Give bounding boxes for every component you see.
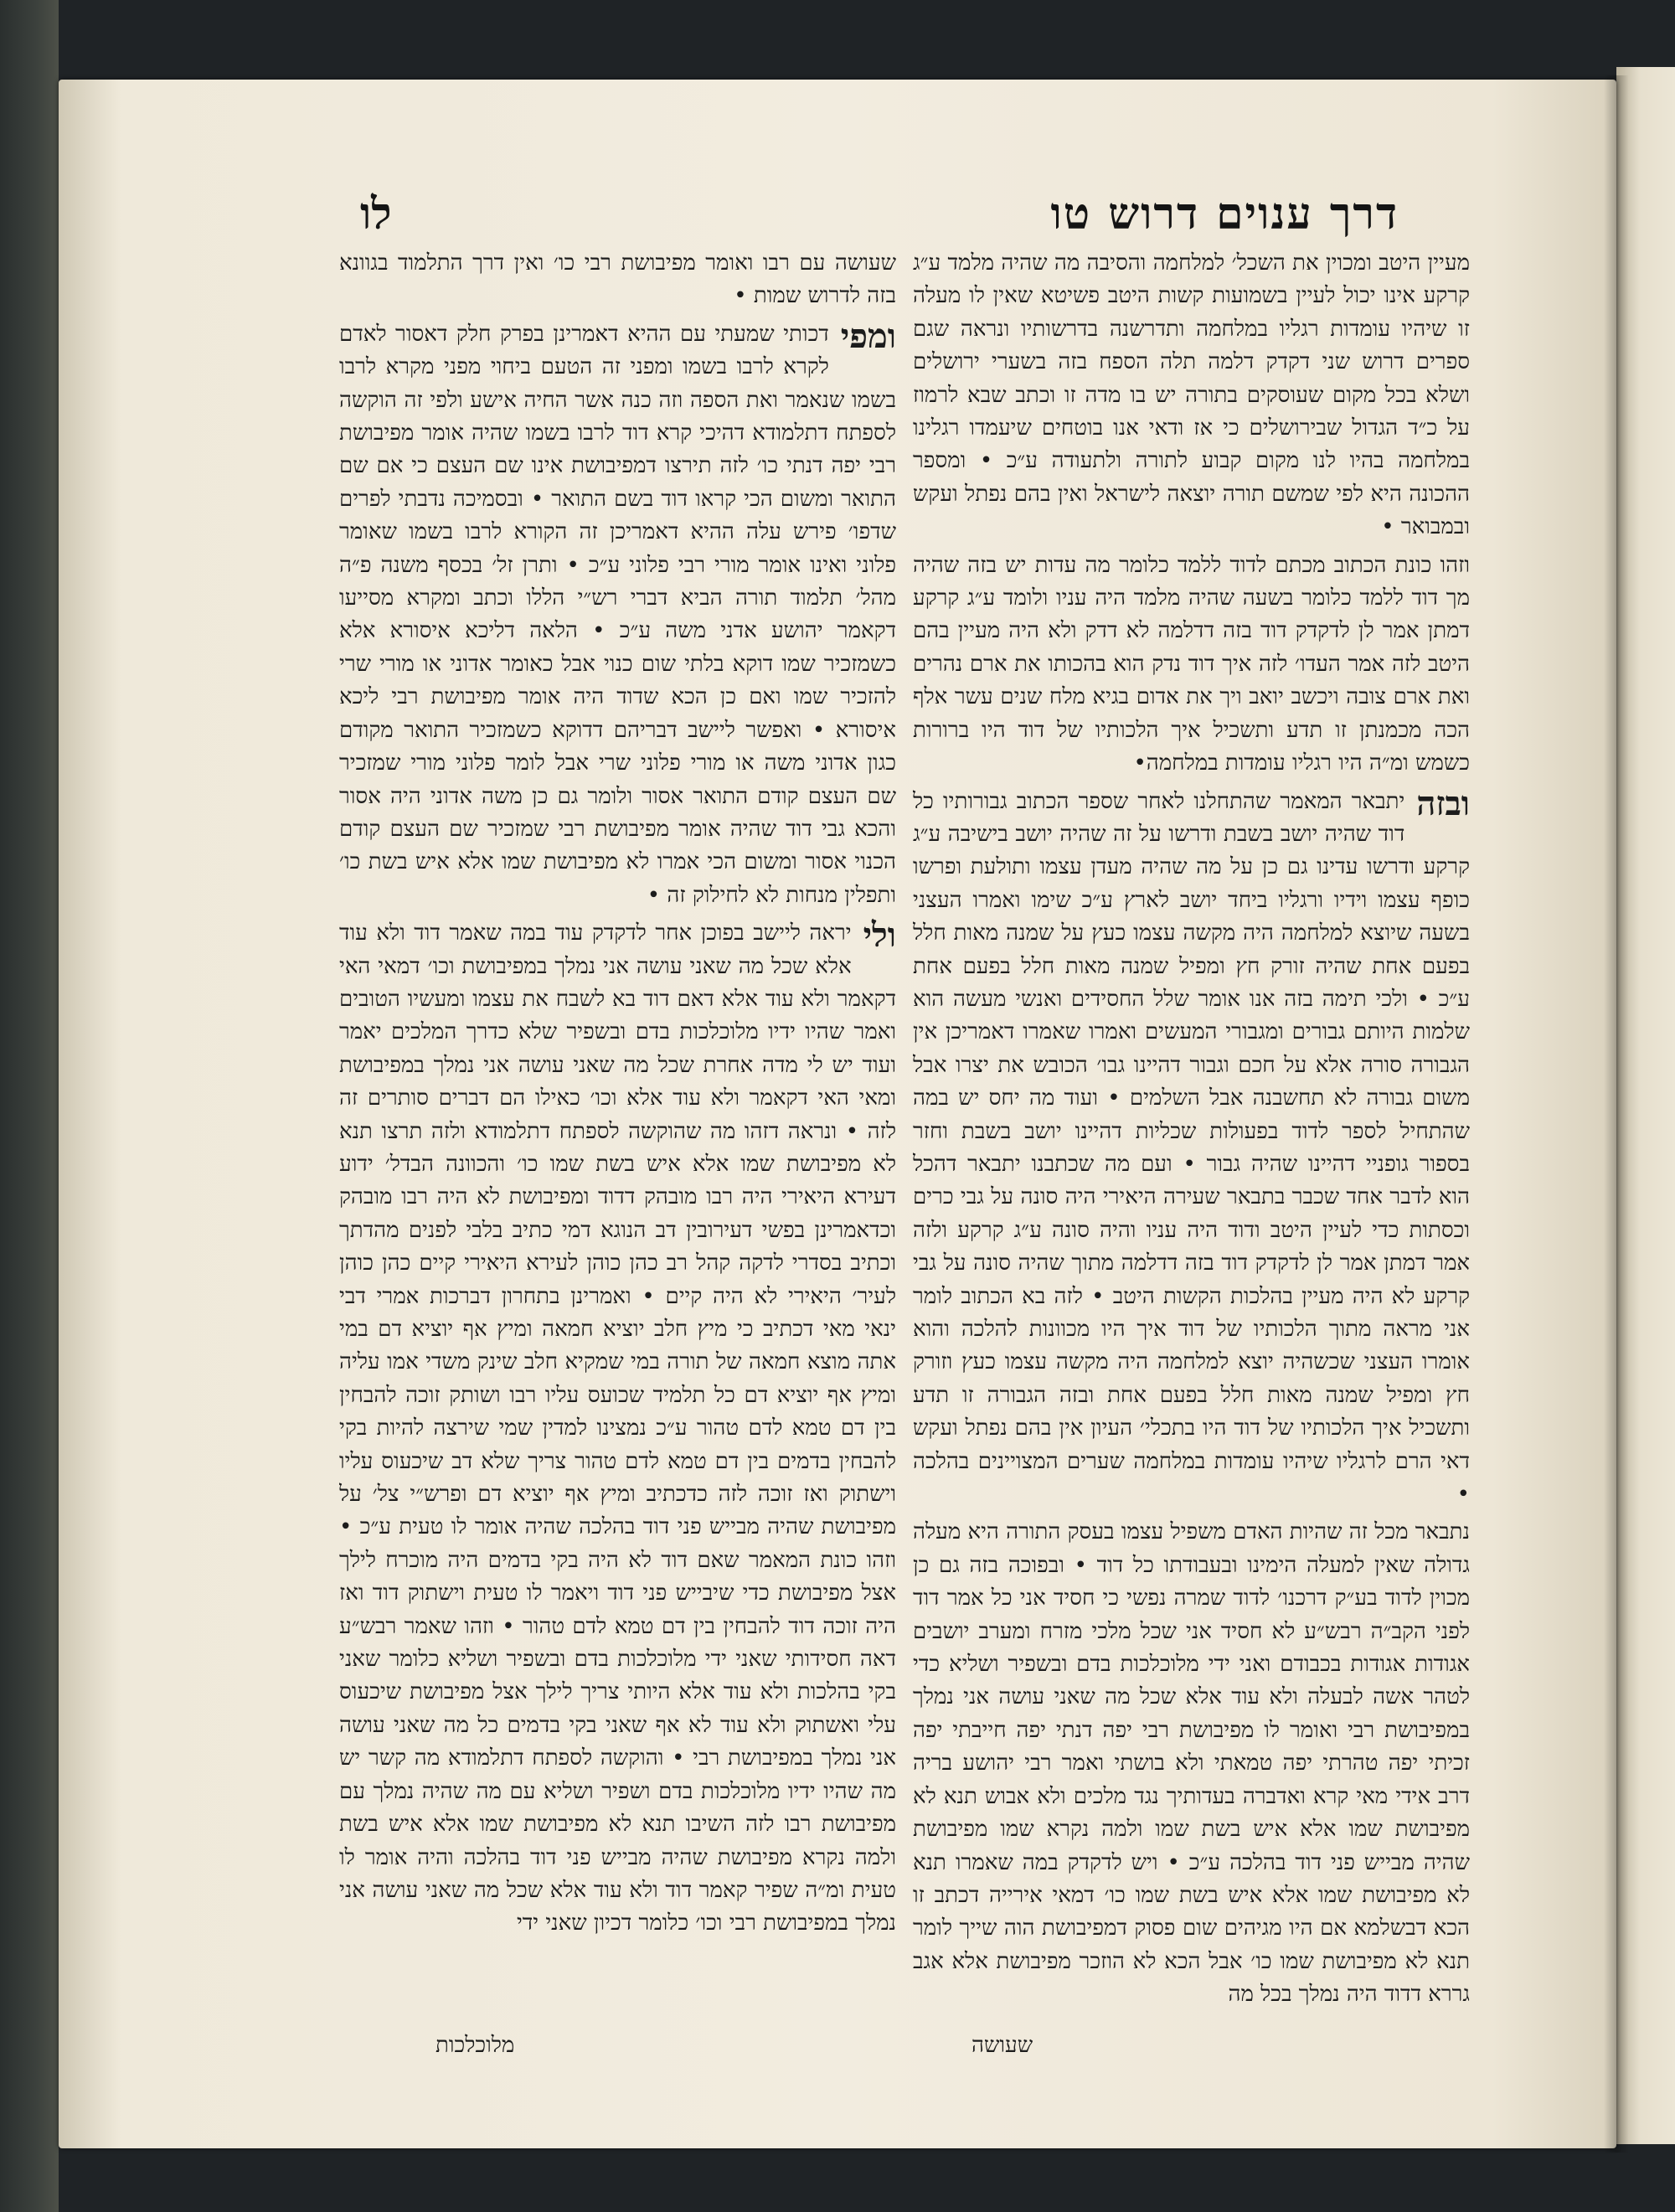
paragraph (913, 783, 1470, 1512)
paragraph: שעושה עם רבו ואומר מפיבושת רבי כו׳ ואין דרך התלמוד בגוונא בזה לדרוש שמות • (339, 250, 896, 309)
lead-word: ומפי (840, 316, 896, 356)
lead-word: ובזה (1416, 783, 1470, 823)
page-title: דרך ענוים דרוש טו (1050, 188, 1399, 240)
paragraph (339, 917, 896, 1941)
page-number: לו (360, 188, 392, 240)
catchword-right: שעושה (972, 2033, 1033, 2058)
lead-word: ולי (863, 915, 896, 956)
paragraph-text: וזהו כונת הכתוב מכתם לדוד ללמד כלומר מה עדות יש בזה שהיה מך דוד ללמד כלומר בשעה שהיה מלמד היה עניו ולומד ע״ג קרקע דמתן אמר לן לדקדק דוד בזה דדלמה לא דדק ולא היה מעיין בהם היטב לזה אמר העדו׳ לזה איך דוד נדק הוא בהכותו את ארם נהרים ואת ארם צובה ויכשב יואב ויך את אדום בגיא מלח שנים עשר אלף הכה מכמנתן זו תדע ותשכיל איך הלכותיו של דוד היו ברורות כשמש ומ״ה היו רגליו עומדות במלחמה• (913, 552, 1470, 776)
page-gutter (1604, 75, 1629, 2153)
catchword-left: מלוכלכות (436, 2033, 515, 2058)
paragraph: נתבאר מכל זה שהיות האדם משפיל עצמו בעסק התורה היא מעלה גדולה שאין למעלה הימינו ובעבודתו כל דוד • ובפוכה בזה גם כן מכוין לדוד בע״ק דרכנו׳ לדוד שמרה נפשי כי חסיד אני כל אמר דוד לפני הקב״ה רבש״ע לא חסיד אני שכל מלכי מזרח ומערב יושבים אגודות אגודות בכבודם ואני ידי מלוכלכות בדם ובשפיר ושליא כדי לטהר אשה לבעלה ולא עוד אלא שכל מה שאני עושה אני נמלך במפיבושת רבי ואומר לו מפיבושת רבי יפה דנתי יפה חייבתי יפה זכיתי יפה טהרתי יפה טמאתי ולא בושתי ואמר רבי יהושע בריה דרב אידי מאי קרא ואדברה בעדותיך נגד מלכים ולא אבוש תנא לא מפיבושת שמו אלא איש בשת שמו ולמה נקרא שמו מפיבושת שהיה מבייש פני דוד בהלכה ע״כ • ויש לדקדק במה שאמרו תנא לא מפיבושת שמו אלא איש בשת שמו כו׳ דמאי אירייה דכתב זו הכא דבשלמא אם היו מגיהים שום פסוק דמפיבושת הוה שייך לומר תנא לא מפיבושת שמו כו׳ אבל הכא לא הוזכר מפיבושת אלא אגב גררא דדוד היה נמלך בכל מה (913, 1519, 1470, 2008)
book-spine (0, 0, 59, 2212)
paragraph (913, 549, 1470, 781)
paragraph-text: דכותי שמעתי עם ההיא דאמרינן בפרק חלק דאסור לאדם לקרא לרבו בשמו ומפני זה הטעם ביחוי מפני מקרא לרבו בשמו שנאמר ואת הספה וזה כנה אשר החיה אישע ולפי זה הוקשה לספתח דתלמודא דהיכי קרא דוד לרבו בשמו שהיה אומר מפיבושת רבי יפה דנתי כו׳ לזה תירצו דמפיבושת אינו שם העצם כי אם שם התואר ומשום הכי קראו דוד בשם התואר • ובסמיכה נדבתי לפרים שדפו׳ פירש עלה ההיא דאמריכן זה הקורא לרבו בשמו שאומר פלוני ואינו אומר מורי רבי פלוני ע״כ • ותרן זל׳ בכסף משנה פ״ה מהל׳ תלמוד תורה הביא דברי רש״י הללו וכתב ומקרא מסייעו דקאמר יהושע אדני משה ע״כ • הלאה דליכא איסורא אלא כשמזכיר שמו דוקא בלתי שום כנוי אבל כאומר אדוני או מורי שרי להזכיר שמו ואם כן הכא שדוד היה אומר מפיבושת רבי ליכא איסורא • ואפשר ליישב דבריהם דדוקא כשמזכיר התואר מקודם כגון אדוני משה או מורי פלוני שרי אבל לומר פלוני מורי שמזכיר שם העצם קודם התואר אסור ולומר גם כן משה אדוני היה אסור והכא גבי דוד שהיה אומר מפיבושת רבי שמזכיר שם העצם קודם הכנוי אסור ומשום הכי אמרו לא מפיבושת שמו אלא איש בשת כו׳ ותפלין מנחות לא לחילוק זה • (339, 321, 896, 908)
running-header (335, 188, 1466, 247)
right-column (913, 247, 1470, 2048)
left-column (339, 247, 896, 2048)
paragraph-text: יתבאר המאמר שהתחלנו לאחר שספר הכתוב גבורותיו כל דוד שהיה יושב בשבת ודרשו על זה שהיה יושב בישיבה ע״ג קרקע ודרשו עדינו גם כן על מה שהיה מעדן עצמו ותולעת ופרשו כופף עצמו וידיו ורגליו ביחד יושב לארץ ע״כ שימו ואמרו העצני בשעה שיוצא למלחמה היה מקשה עצמו כעץ על שמנה מאות חלל בפעם אחת שהיה זורק חץ ומפיל שמנה מאות חלל בפעם אחת ע״כ • ולכי תימה בזה אנו אומר שלל החסידים ואנשי מעשה הוא שלמות היותם גבורים ומגבורי המעשים ואמרו שאמרו דאמריכן אין הגבורה סורה אלא על חכם וגבור דהיינו גבו׳ הכובש את יצרו אבל משום גבורה לא תחשבנה אבל השלמים • ועוד מה יחס יש במה שהתחיל לספר לדוד בפעולות שכליות דהיינו יושב בשבת וחזר בספור גופניי דהיינו שהיה גבור • ועם מה שכתבנו יתבאר דהכל הוא לדבר אחד שכבר בתבאר שעירה היאירי היה סונה על גבי כרים וכסתות כדי לעיין היטב ודוד היה עניו והיה סונה ע״ג קרקע ולזה אמר דמתן אמר לן לדקדק דוד בזה דדלמה מתוך שהיה סונה על גבי קרקע לא היה מעיין בהלכות הקשות היטב • לזה בא הכתוב לומר אני מראה מתוך הלכותיו של דוד איך היו מכוונות להלכה והוא אומרו העצני שכשהיה יוצא למלחמה היה מקשה עצמו כעץ וזורק חץ ומפיל שמנה מאות חלל בפעם אחת ובזה הגבורה זו תדע ותשכיל איך הלכותיו של דוד היו בתכלי׳ העיון אין בהם נפתל ועקש דאי הרם לרגליו שיהיו עומדות במלחמה שערים המצויינים בהלכה • (913, 788, 1470, 1508)
paragraph: מעיין היטב ומכוין את השכל׳ למלחמה והסיבה מה שהיה מלמד ע״ג קרקע אינו יכול לעיין בשמועות קשות היטב פשיטא שאין לו מעלה זו שיהיו עומדות רגליו במלחמה ותדרשנה בדרשותיו ונראה שגם ספרים דרוש שני דקדק דלמה תלה הספח בזה בשערי ירושלים ושלא בכל מקום שעוסקים בתורה יש בו מדה זו וכתב שבא לרמוז על כ״ד הגדול שבירושלים כי אז ודאי אנו בוטחים שיעמדו רגלינו במלחמה בהיו לנו מקום קבוע לתורה ולתעודה ע״כ • ומספר ההכונה היא לפי שמשם תורה יוצאה לישראל ואין בהם נפתל ועקש ובמבואר • (913, 250, 1470, 540)
paragraph-text: יראה ליישב בפוכן אחר לדקדק עוד במה שאמר דוד ולא עוד אלא שכל מה שאני עושה אני נמלך במפיבושת וכו׳ דמאי האי דקאמר ולא עוד אלא דאם דוד בא לשבח את עצמו ומעשיו הטובים ואמר שהיו ידיו מלוכלכות בדם ובשפיר שלא כדרך המלכים יאמר ועוד יש לי מדה אחרת שכל מה שאני עושה אני נמלך במפיבושת ומאי האי דקאמר ולא עוד אלא וכו׳ כאילו הם דברים סותרים זה לזה • ונראה דזהו מה שהוקשה לספתח דתלמודא ולזה תרצו תנא לא מפיבושת שמו אלא איש בשת שמו כו׳ והכוונה הבדל׳ ידוע דעירא היאירי היה רבו מובהק דדוד ומפיבושת לא היה רבו מובהק וכדאמרינן בפשי דעירובין דב הנוגא דמי כתיב בלבי לפנים מהדתך וכתיב בסדרי לדקה קהל רב כהן כוהן לעירא היאירי קיים כהן כוהן לעיר׳ היאירי לא היה קיים • ואמרינן בתחרון דברכות אמרי דבי ינאי מאי דכתיב כי מיץ חלב יוציא חמאה ומיץ אף יוציא דם במי אתה מוצא חמאה של תורה במי שמקיא חלב שינק משדי אמו עליה ומיץ אף יוציא דם כל תלמיד שכועס עליו רבו ושותק זוכה להבחין בין דם טמא לדם טהור ע״כ נמצינו למדין שמי שירצה להיות בקי להבחין בדמים בין דם טמא לדם טהור צריך שלא דב שיכעוס עליו וישתוק ואז זוכה לזה כדכתיב ומיץ אף יוציא דם ופרש״י צל׳ על מפיבושת שהיה מבייש פני דוד בהלכה שהיה אומר לו טעית ע״כ • וזהו כונת המאמר שאם דוד לא היה בקי בדמים היה מוכרח לילך אצל מפיבושת כדי שיבייש פני דוד ויאמר לו טעית וישתוק דוד ואז היה זוכה דוד להבחין בין דם טמא לדם טהור • וזהו שאמר רבש״ע דאה חסידותי שאני ידי מלוכלכות בדם ובשפיר ושליא כלומר שאני בקי בהלכות ולא עוד אלא היותי צריך לילך אצל מפיבושת שיכעוס עלי ואשתוק ולא עוד לא אף שאני בקי בדמים כל מה שאני עושה אני נמלך במפיבושת רבי • והוקשה לספתח דתלמודא מה קשר יש מה שהיו ידיו מלוכלכות בדם ושפיר ושליא עם מה שהיה נמלך עם מפיבושת רבו לזה השיבו תנא לא מפיבושת שמו אלא איש בשת ולמה נקרא מפיבושת שהיה מבייש פני דוד בהלכה והיה אומר לו טעית ומ״ה שפיר קאמר דוד ולא עוד אלא שכל מה שאני עושה אני נמלך במפיבושת רבי וכו׳ כלומר דכיון שאני ידי (339, 920, 896, 1936)
paragraph (339, 318, 896, 912)
